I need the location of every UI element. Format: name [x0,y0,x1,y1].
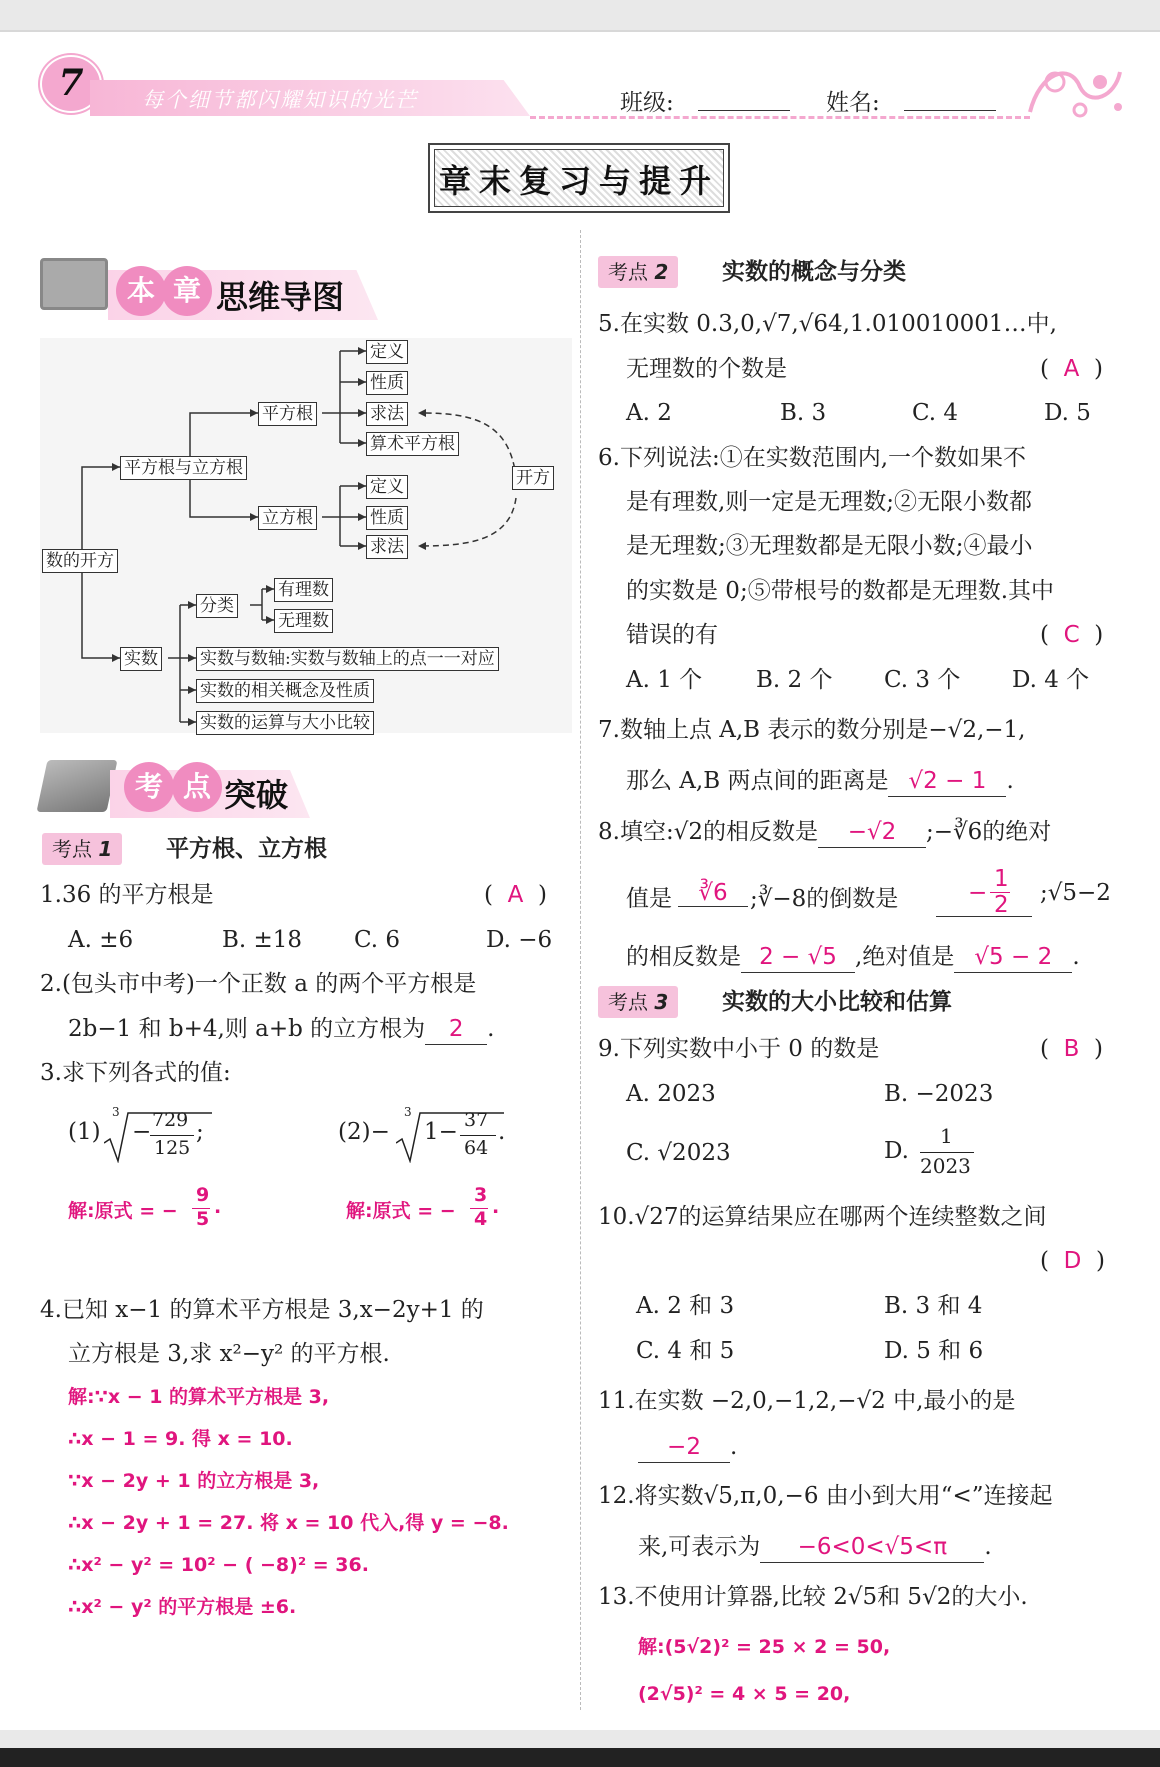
q12-line2: 来,可表示为 −6<0<√5<π . [638,1532,992,1563]
q4-sol-5: ∴x² − y² = 10² − ( −8)² = 36. [68,1554,369,1576]
class-label: 班级: [620,90,674,116]
kd3-tag: 考点 3 [598,986,678,1018]
mm-cube: 立方根 [258,506,317,530]
q6-line5: 错误的有 [626,622,718,648]
q9-answer-bracket: ( B ) [1040,1036,1103,1062]
q8-answer-3-num: 1 [994,866,1009,892]
q8-answer-3-sign: − [968,880,988,906]
q5-line1: 5.在实数 0.3,0,√7,√64,1.010010001…中, [598,311,1057,337]
q8-line3: 的相反数是 2 − √5 ,绝对值是 √5 − 2 . [626,942,1080,973]
mm-irrational: 无理数 [274,609,333,633]
q9-option-a: A. 2023 [626,1081,716,1107]
breakthrough-icon [36,760,117,812]
q1-stem: 1.36 的平方根是 [40,882,214,908]
class-field[interactable] [698,110,790,111]
mindmap-badge-2: 章 [162,266,212,316]
q10-answer: D [1063,1248,1082,1274]
q9-option-b: B. −2023 [884,1081,994,1107]
name-field[interactable] [904,110,996,111]
q1-option-c: C. 6 [354,927,401,953]
q9-option-c: C. √2023 [626,1140,731,1166]
mm-rational: 有理数 [274,578,333,602]
q8-answer-4: 2 − √5 [741,942,855,973]
q8-answer-1: −√2 [818,817,926,848]
mm-axis: 实数与数轴:实数与数轴上的点一一对应 [196,647,499,671]
q4-sol-4: ∴x − 2y + 1 = 27. 将 x = 10 代入,得 y = −8. [68,1512,509,1534]
q2-answer: 2 [425,1014,487,1045]
q1-option-b: B. ±18 [222,927,303,953]
q11-line1: 11.在实数 −2,0,−1,2,−√2 中,最小的是 [598,1388,1016,1414]
q10-option-c: C. 4 和 5 [636,1338,735,1364]
q7-answer: √2 − 1 [888,766,1006,797]
q6-option-b: B. 2 个 [756,667,833,693]
q1-option-a: A. ±6 [68,927,134,953]
mindmap-badge-1: 本 [116,266,166,316]
mm-classify: 分类 [196,594,238,618]
q6-answer: C [1063,622,1080,648]
kd1-tag: 考点 1 [42,833,122,865]
q4-line2: 立方根是 3,求 x²−y² 的平方根. [68,1341,390,1367]
q1-answer: A [507,882,524,908]
mm-cube-def: 定义 [366,475,408,499]
mm-sq-calc: 求法 [366,402,408,426]
q10-option-d: D. 5 和 6 [884,1338,984,1364]
mm-cube-calc: 求法 [366,535,408,559]
q2-line1: 2.(包头市中考)一个正数 a 的两个平方根是 [40,971,477,997]
page-number: 7 [58,62,84,104]
q7-line1: 7.数轴上点 A,B 表示的数分别是−√2,−1, [598,717,1026,743]
q7-line2: 那么 A,B 两点间的距离是 √2 − 1 . [626,766,1014,797]
chapter-title: 章末复习与提升 [438,162,719,200]
mm-sq-prop: 性质 [366,371,408,395]
q3-stem: 3.求下列各式的值: [40,1060,231,1086]
kd3-title: 实数的大小比较和估算 [722,989,952,1015]
breakthrough-title: 突破 [224,776,289,814]
q2-line2: 2b−1 和 b+4,则 a+b 的立方根为 2 . [68,1014,494,1045]
slogan: 每个细节都闪耀知识的光芒 [142,88,418,112]
q13-stem: 13.不使用计算器,比较 2√5和 5√2的大小. [598,1584,1028,1610]
q4-sol-1: 解:∵x − 1 的算术平方根是 3, [68,1386,330,1408]
q6-option-d: D. 4 个 [1012,667,1090,693]
q6-option-a: A. 1 个 [626,667,703,693]
breakthrough-badge-1: 考 [124,762,174,812]
mm-cube-prop: 性质 [366,506,408,530]
q13-sol-2: (2√5)² = 4 × 5 = 20, [638,1683,851,1705]
mm-kaifang: 开方 [512,466,554,490]
kd2-tag: 考点 2 [598,256,678,288]
q1-answer-bracket: ( A ) [484,882,547,908]
mm-concepts: 实数的相关概念及性质 [196,679,374,703]
q5-answer: A [1063,356,1080,382]
q12-answer: −6<0<√5<π [760,1532,984,1563]
q9-stem: 9.下列实数中小于 0 的数是 [598,1036,880,1062]
floral-ornament [1020,52,1130,124]
q9-answer: B [1063,1036,1080,1062]
mm-sq-cube: 平方根与立方根 [120,456,247,480]
q4-sol-2: ∴x − 1 = 9. 得 x = 10. [68,1428,293,1450]
q8-line2: 值是 ∛6 ;∛−8的倒数是 − 1 2 ;√5−2 [626,866,1111,918]
bottom-bar [0,1748,1160,1767]
q10-answer-bracket: ( D ) [1040,1248,1105,1274]
q8-answer-3-den: 2 [994,892,1009,918]
mm-sq-arith: 算术平方根 [366,432,459,456]
q10-stem: 10.√27的运算结果应在哪两个连续整数之间 [598,1204,1047,1230]
q10-option-a: A. 2 和 3 [636,1293,735,1319]
mm-sq: 平方根 [258,402,317,426]
q12-line1: 12.将实数√5,π,0,−6 由小到大用“<”连接起 [598,1483,1053,1509]
q6-line3: 是无理数;③无理数都是无限小数;④最小 [626,533,1033,559]
q5-option-b: B. 3 [780,400,827,426]
mindmap-banner-title: 思维导图 [216,278,345,316]
q8-answer-2: ∛6 [678,880,748,907]
q5-answer-bracket: ( A ) [1040,356,1103,382]
q6-line1: 6.下列说法:①在实数范围内,一个数如果不 [598,445,1027,471]
q8-line1: 8.填空:√2的相反数是 −√2 ;−∛6的绝对 [598,817,1051,848]
header-dashes [530,116,1030,119]
kd2-title: 实数的概念与分类 [722,259,906,285]
column-divider [580,230,581,1710]
mm-real: 实数 [120,647,162,671]
q6-line4: 的实数是 0;⑤带根号的数都是无理数.其中 [626,578,1055,604]
q11-answer: −2 [638,1432,730,1463]
q6-answer-bracket: ( C ) [1040,622,1104,648]
q4-sol-6: ∴x² − y² 的平方根是 ±6. [68,1596,297,1618]
mm-ops: 实数的运算与大小比较 [196,711,374,735]
breakthrough-badge-2: 点 [172,762,222,812]
name-label: 姓名: [826,90,880,116]
q4-line1: 4.已知 x−1 的算术平方根是 3,x−2y+1 的 [40,1297,484,1323]
q11-line2: −2 . [638,1432,737,1463]
q6-line2: 是有理数,则一定是无理数;②无限小数都 [626,489,1033,515]
mm-sq-def: 定义 [366,340,408,364]
q5-option-a: A. 2 [626,400,672,426]
q13-sol-1: 解:(5√2)² = 25 × 2 = 50, [638,1636,891,1658]
q10-option-b: B. 3 和 4 [884,1293,983,1319]
q4-sol-3: ∵x − 2y + 1 的立方根是 3, [68,1470,320,1492]
mm-root: 数的开方 [42,549,118,573]
q5-line2: 无理数的个数是 [626,356,787,382]
q5-option-c: C. 4 [912,400,959,426]
q8-answer-5: √5 − 2 [954,942,1072,973]
q1-option-d: D. −6 [486,927,553,953]
q6-option-c: C. 3 个 [884,667,961,693]
kd1-title: 平方根、立方根 [166,836,327,862]
q5-option-d: D. 5 [1044,400,1091,426]
